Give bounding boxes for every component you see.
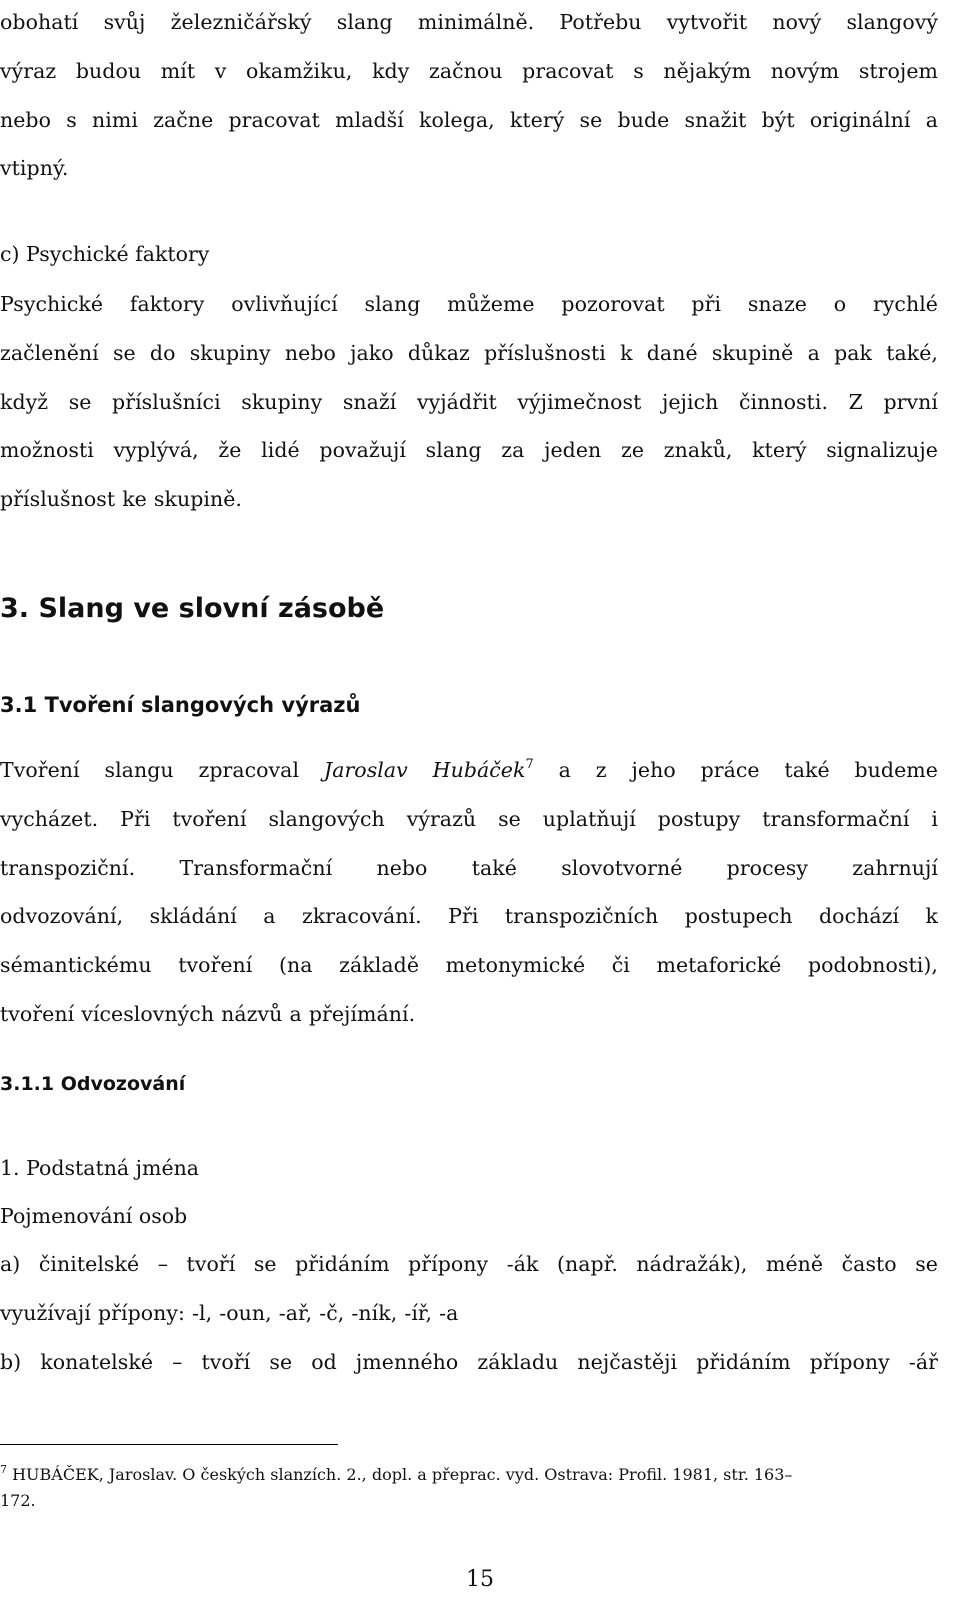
text-fragment: a z jeho práce také budeme	[558, 758, 938, 782]
text-line: výraz budou mít v okamžiku, kdy začnou pracovat s nějakým novým strojem	[0, 58, 938, 83]
text-line-with-citation	[0, 746, 938, 795]
list-item-b	[0, 1338, 938, 1387]
text-line: odvozování, skládání a zkracování. Při transpozičních postupech dochází k	[0, 904, 938, 929]
text-line: když se příslušníci skupiny snaží vyjádřit výjimečnost jejich činnosti. Z první	[0, 389, 938, 414]
list-item-a	[0, 1240, 938, 1338]
text-line: transpoziční. Transformační nebo také slovotvorné procesy zahrnují	[0, 855, 938, 880]
text-line: vtipný.	[0, 156, 69, 181]
footnote-reference[interactable]: 7	[525, 757, 534, 772]
footnote-line	[0, 1462, 938, 1488]
paragraph-tvoreni	[0, 746, 938, 1039]
text-line: obohatí svůj železničářský slang minimálně. Potřebu vytvořit nový slangový	[0, 10, 938, 34]
text-line: a) činitelské – tvoří se přidáním přípony -ák (např. nádražák), méně často se	[0, 1252, 938, 1276]
text-fragment: Tvoření slangu zpracoval	[0, 758, 300, 782]
text-line: příslušnost ke skupině.	[0, 487, 242, 512]
footnote	[0, 1462, 938, 1514]
text-line: sémantickému tvoření (na základě metonymické či metaforické podobnosti),	[0, 953, 938, 978]
section-heading: 3.1 Tvoření slangových výrazů	[0, 693, 361, 717]
text-line: Psychické faktory ovlivňující slang můžeme pozorovat při snaze o rychlé	[0, 292, 938, 316]
paragraph-intro	[0, 0, 938, 193]
text-line: využívají přípony: -l, -oun, -ař, -č, -ník, -íř, -a	[0, 1300, 459, 1325]
subsection-heading: 3.1.1 Odvozování	[0, 1073, 186, 1095]
page-number: 15	[466, 1567, 494, 1592]
footnote-divider	[0, 1444, 338, 1445]
text-line: začlenění se do skupiny nebo jako důkaz příslušnosti k dané skupině a pak také,	[0, 340, 938, 365]
author-name: Jaroslav Hubáček	[323, 758, 526, 782]
text-line: možnosti vyplývá, že lidé považují slang za jeden ze znaků, který signalizuje	[0, 438, 938, 463]
list-title: 1. Podstatná jména	[0, 1156, 200, 1180]
paragraph-psych	[0, 280, 938, 524]
footnote-number: 7	[0, 1463, 7, 1476]
text-line: nebo s nimi začne pracovat mladší kolega, který se bude snažit být originální a	[0, 107, 938, 132]
list-subtitle: Pojmenování osob	[0, 1204, 188, 1228]
subsection-title-psych: c) Psychické faktory	[0, 242, 210, 266]
text-line: b) konatelské – tvoří se od jmenného základu nejčastěji přidáním přípony -ář	[0, 1350, 938, 1374]
footnote-text: HUBÁČEK, Jaroslav. O českých slanzích. 2., dopl. a přeprac. vyd. Ostrava: Profil. 1981, str. 163–	[12, 1465, 793, 1484]
text-line: tvoření víceslovných názvů a přejímání.	[0, 1001, 416, 1026]
chapter-heading: 3. Slang ve slovní zásobě	[0, 593, 385, 624]
footnote-line: 172.	[0, 1491, 36, 1510]
text-line: vycházet. Při tvoření slangových výrazů se uplatňují postupy transformační i	[0, 806, 938, 831]
